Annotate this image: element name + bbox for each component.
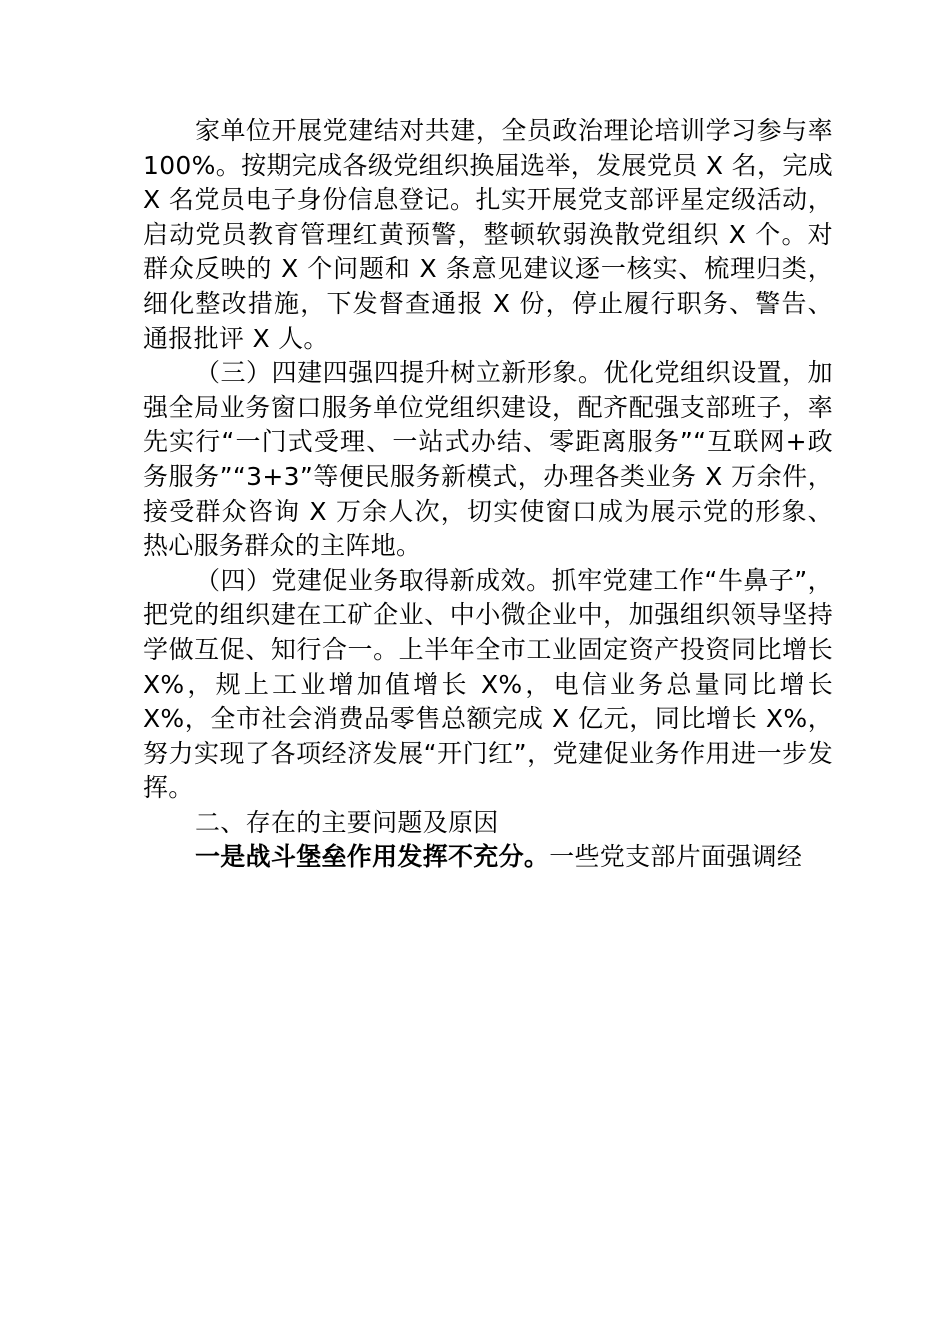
paragraph-section-four: （四）党建促业务取得新成效。抓牢党建工作“牛鼻子”，把党的组织建在工矿企业、中小微企业中，加强组织领导坚持学做互促、知行合一。上半年全市工业固定资产投资同比增长 X%，规上工业增加值增长 X%，电信业务总量同比增长 X%，全市社会消费品零售总额完成 X 亿元，同比增长 X%，努力实现了各项经济发展“开门红”，党建促业务作用进一步发挥。	[143, 565, 833, 803]
problem-one-text: 一些党支部片面强调经	[549, 842, 803, 872]
problem-one-lead: 一是战斗堡垒作用发挥不充分。	[195, 842, 550, 872]
paragraph-party-building-results: 家单位开展党建结对共建，全员政治理论培训学习参与率 100%。按期完成各级党组织换届选举，发展党员 X 名，完成 X 名党员电子身份信息登记。扎实开展党支部评星定级活动，启动党员教育管理红黄预警，整顿软弱涣散党组织 X 个。对群众反映的 X 个问题和 X 条意见建议逐一核实、梳理归类，细化整改措施，下发督查通报 X 份，停止履行职务、警告、通报批评 X 人。	[143, 116, 833, 353]
section-heading-problems: 二、存在的主要问题及原因	[195, 807, 499, 837]
paragraph-section-three: （三）四建四强四提升树立新形象。优化党组织设置，加强全局业务窗口服务单位党组织建设，配齐配强支部班子，率先实行“一门式受理、一站式办结、零距离服务”“互联网+政务服务”“3+3”等便民服务新模式，办理各类业务 X 万余件，接受群众咨询 X 万余人次，切实使窗口成为展示党的形象、热心服务群众的主阵地。	[143, 358, 833, 561]
paragraph-problem-one	[143, 840, 833, 875]
document-body	[143, 114, 833, 875]
